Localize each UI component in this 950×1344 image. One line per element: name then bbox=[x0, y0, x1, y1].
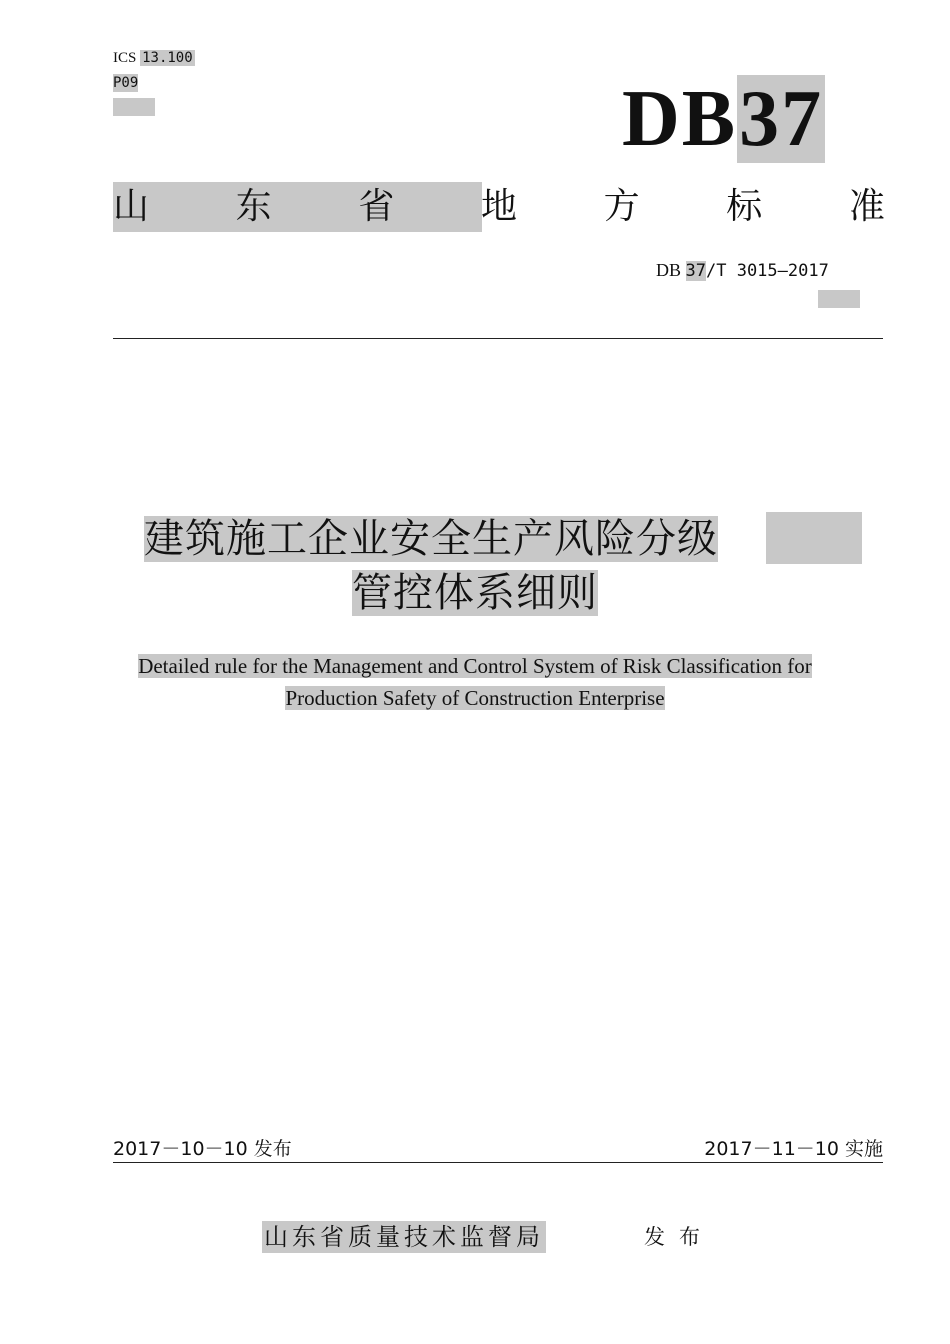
standard-type-char: 省 bbox=[358, 186, 395, 227]
title-en-line2 bbox=[0, 683, 950, 713]
db-logo-prefix: DB bbox=[622, 75, 738, 163]
standard-number-suffix: /T 3015—2017 bbox=[706, 261, 829, 281]
standard-type-char: 地 bbox=[480, 186, 517, 227]
standard-type-char: 山 bbox=[113, 186, 150, 227]
header-divider bbox=[113, 338, 883, 339]
standard-type-char: 准 bbox=[848, 186, 885, 227]
ccs-code: P09 bbox=[113, 75, 139, 91]
standard-type-char: 标 bbox=[726, 186, 763, 227]
issue-action: 发布 bbox=[644, 1225, 714, 1249]
db-logo bbox=[622, 74, 825, 164]
date-divider bbox=[113, 1162, 883, 1163]
ics-label: ICS bbox=[113, 50, 137, 66]
issue-date: 2017－10－10 发布 bbox=[113, 1138, 292, 1160]
issuing-authority: 山东省质量技术监督局 bbox=[264, 1223, 544, 1251]
title-en-line2-text: Production Safety of Construction Enterprise bbox=[285, 686, 665, 710]
title-cn-line2 bbox=[0, 566, 950, 620]
placeholder-box bbox=[818, 290, 860, 308]
ics-code: 13.100 bbox=[142, 50, 193, 66]
standard-type bbox=[113, 182, 885, 232]
implementation-date: 2017－11－10 实施 bbox=[704, 1138, 883, 1160]
placeholder-box bbox=[113, 98, 155, 116]
title-cn-line1 bbox=[0, 512, 950, 566]
title-cn-line2-text: 管控体系细则 bbox=[352, 570, 598, 616]
title-en-line1 bbox=[0, 651, 950, 681]
title-en-line1-text: Detailed rule for the Management and Control System of Risk Classification for bbox=[138, 654, 812, 678]
ics-code-line bbox=[113, 49, 195, 67]
db-logo-number: 37 bbox=[739, 75, 824, 163]
title-cn-line1-text: 建筑施工企业安全生产风险分级 bbox=[144, 516, 718, 562]
standard-type-char: 方 bbox=[603, 186, 640, 227]
standard-number-province: 37 bbox=[685, 261, 706, 281]
standard-number-prefix: DB bbox=[656, 260, 682, 280]
standard-type-char: 东 bbox=[235, 186, 272, 227]
standard-number bbox=[656, 258, 829, 283]
